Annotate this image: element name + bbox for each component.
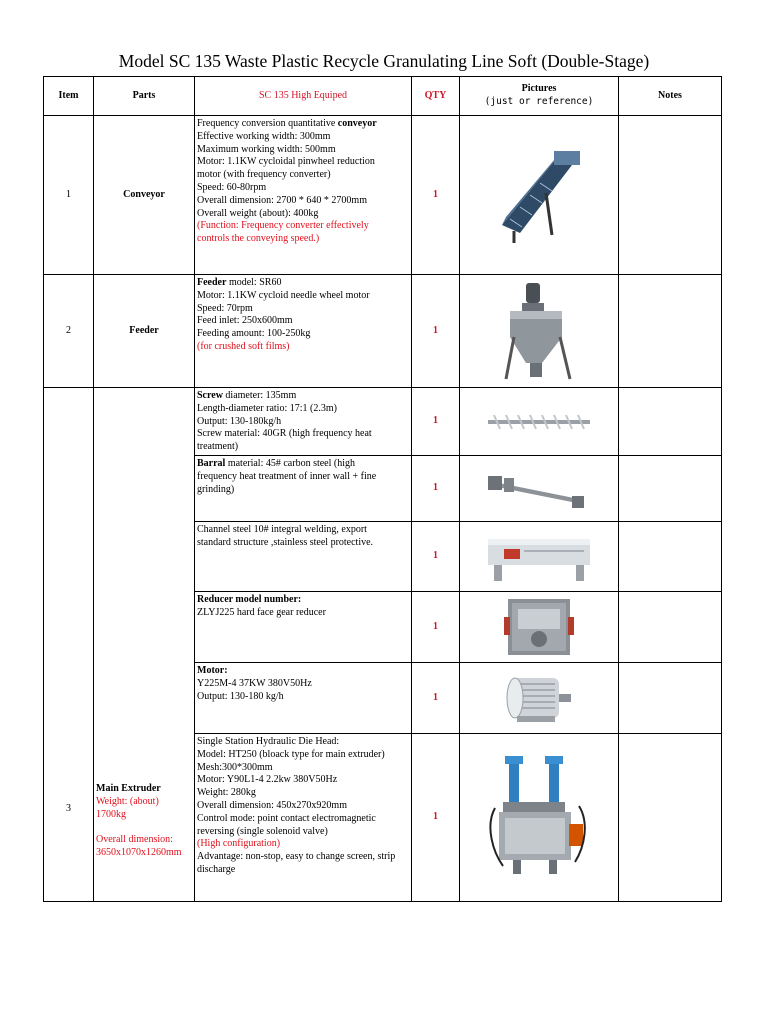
spec-text: model: SR60 [226,277,282,288]
part-name: Feeder [94,275,195,388]
spec-line [197,774,409,787]
spec-line [197,341,409,354]
spec-text: Model: HT250 (bloack type for main extruder) [197,748,385,760]
spec-line [197,403,409,416]
spec-line [197,537,409,550]
picture-cell [460,116,619,275]
weight-value: 1700kg [96,808,126,820]
spacer [96,821,192,834]
picture-cell [460,592,619,663]
spec-line [197,390,409,403]
spec-text: Effective working width: 300mm [197,130,331,142]
picture-cell [460,388,619,456]
spec-text: Channel steel 10# integral welding, export [197,524,367,535]
header-pictures-sub: (just or reference) [484,96,594,107]
spec-text: Mesh:300*300mm [197,761,273,773]
notes-cell [619,734,722,902]
notes-cell [619,388,722,456]
spec-text: Overall dimension: 450x270x920mm [197,799,347,811]
spec-line [197,484,409,497]
spec-description [195,592,412,663]
quantity: 1 [412,116,460,275]
picture-cell [460,522,619,592]
notes-cell [619,456,722,522]
header-item: Item [44,77,94,116]
item-number: 1 [44,116,94,275]
quantity: 1 [412,275,460,388]
spec-text: discharge [197,863,236,875]
quantity: 1 [412,456,460,522]
motor-image [462,670,616,726]
spec-line [197,800,409,813]
spec-text: Speed: 70rpm [197,302,253,314]
spec-text: motor (with frequency converter) [197,169,331,181]
spec-line [197,838,409,851]
spec-text: Weight: 280kg [197,787,256,799]
spec-line [197,290,409,303]
spec-description [195,116,412,275]
spec-table [43,76,722,902]
spec-line [197,787,409,800]
dimension-value: 3650x1070x1260mm [96,846,182,858]
quantity: 1 [412,663,460,734]
quantity: 1 [412,388,460,456]
spec-text: Maximum working width: 500mm [197,143,336,155]
screw-image [462,407,616,437]
spec-line [197,864,409,877]
spec-line [197,762,409,775]
quantity: 1 [412,592,460,663]
spec-line [197,736,409,749]
spec-line [197,458,409,471]
spec-bold-text: Feeder [197,277,227,288]
quantity: 1 [412,734,460,902]
spec-text: Screw material: 40GR (high frequency heat [197,428,372,440]
spec-note-text: (High configuration) [197,838,281,850]
spec-line [197,813,409,826]
spec-text: Single Station Hydraulic Die Head: [197,736,340,747]
barrel-image [462,464,616,514]
spec-description [195,388,412,456]
picture-cell [460,734,619,902]
notes-cell [619,522,722,592]
table-row [44,275,722,388]
spec-text: Speed: 60-80rpm [197,181,267,193]
spec-description [195,275,412,388]
spec-line [197,277,409,290]
spec-description [195,522,412,592]
spec-text: Motor: 1.1KW cycloidal pinwheel reduction [197,156,375,168]
table-row [44,388,722,456]
spec-line [197,851,409,864]
spec-text: Output: 130-180 kg/h [197,690,284,702]
header-notes: Notes [619,77,722,116]
picture-cell [460,663,619,734]
part-name: Conveyor [94,116,195,275]
part-name-cell [94,388,195,902]
spec-text: treatment) [197,441,239,453]
spec-line [197,678,409,691]
hydraulic-die-head-image [462,756,616,880]
quantity: 1 [412,522,460,592]
notes-cell [619,275,722,388]
spec-note-text: (for crushed soft films) [197,340,290,352]
notes-cell [619,592,722,663]
spec-line [197,691,409,704]
spec-line [197,428,409,441]
document-title: Model SC 135 Waste Plastic Recycle Granulating Line Soft (Double-Stage) [118,51,650,71]
spec-description [195,734,412,902]
spec-description [195,456,412,522]
spec-line [197,441,409,454]
spec-text: Y225M-4 37KW 380V50Hz [197,677,312,689]
spec-text: Frequency conversion quantitative [197,118,338,129]
feeder-image [462,281,616,381]
item-number: 3 [44,388,94,902]
spec-line [197,118,409,131]
spec-line [197,328,409,341]
frame-image [462,529,616,585]
spec-line [197,208,409,221]
spec-text: Feed inlet: 250x600mm [197,315,293,327]
item-number: 2 [44,275,94,388]
reducer-image [462,595,616,659]
spec-bold-text: Barral [197,458,226,469]
spec-bold-text: Reducer model number: [197,594,302,605]
spec-text: Overall dimension: 2700 * 640 * 2700mm [197,194,367,206]
spec-line [197,826,409,839]
dimension-label: Overall dimension: [96,834,173,846]
spec-text: Feeding amount: 100-250kg [197,328,311,340]
spec-text: Length-diameter ratio: 17:1 (2.3m) [197,402,337,414]
spec-line [197,182,409,195]
notes-cell [619,663,722,734]
header-config: SC 135 High Equiped [195,77,412,116]
picture-cell [460,456,619,522]
spec-text: Advantage: non-stop, easy to change screen, strip [197,851,396,863]
spec-text: Motor: Y90L1-4 2.2kw 380V50Hz [197,774,338,786]
spec-text: reversing (single solenoid valve) [197,825,328,837]
spec-text: ZLYJ225 hard face gear reducer [197,606,326,618]
spec-line [197,195,409,208]
spec-note-text: controls the conveying speed.) [197,233,320,245]
header-pictures-label: Pictures [521,83,557,95]
spec-line [197,665,409,678]
spec-line [197,524,409,537]
conveyor-image [462,145,616,245]
spec-line [197,594,409,607]
header-pictures [460,77,619,116]
spec-line [197,303,409,316]
picture-cell [460,275,619,388]
part-name: Main Extruder [96,783,161,794]
spec-line [197,144,409,157]
spec-line [197,220,409,233]
spec-line [197,315,409,328]
spec-line [197,156,409,169]
spec-text: Overall weight (about): 400kg [197,207,319,219]
spec-text: frequency heat treatment of inner wall + fine [197,470,377,482]
header-row [44,77,722,116]
spec-line [197,131,409,144]
spec-text: diameter: 135mm [222,390,297,401]
spec-description [195,663,412,734]
spec-line [197,169,409,182]
header-qty: QTY [412,77,460,116]
weight-label: Weight: (about) [96,795,159,807]
spec-line [197,749,409,762]
spec-text: Control mode: point contact electromagnetic [197,812,376,824]
spec-text: Output: 130-180kg/h [197,415,282,427]
spec-line [197,416,409,429]
spec-bold-text: Motor: [197,665,228,676]
header-parts: Parts [94,77,195,116]
spec-text: standard structure ,stainless steel protective. [197,536,374,548]
notes-cell [619,116,722,275]
spec-text: grinding) [197,483,235,495]
spec-text: Motor: 1.1KW cycloid needle wheel motor [197,289,370,301]
spec-bold-text: conveyor [337,118,377,129]
spec-text: material: 45# carbon steel (high [225,458,356,469]
table-row [44,116,722,275]
spec-bold-text: Screw [197,390,223,401]
spec-line [197,233,409,246]
spec-line [197,607,409,620]
spec-line [197,471,409,484]
spec-note-text: (Function: Frequency converter effectively [197,220,369,232]
